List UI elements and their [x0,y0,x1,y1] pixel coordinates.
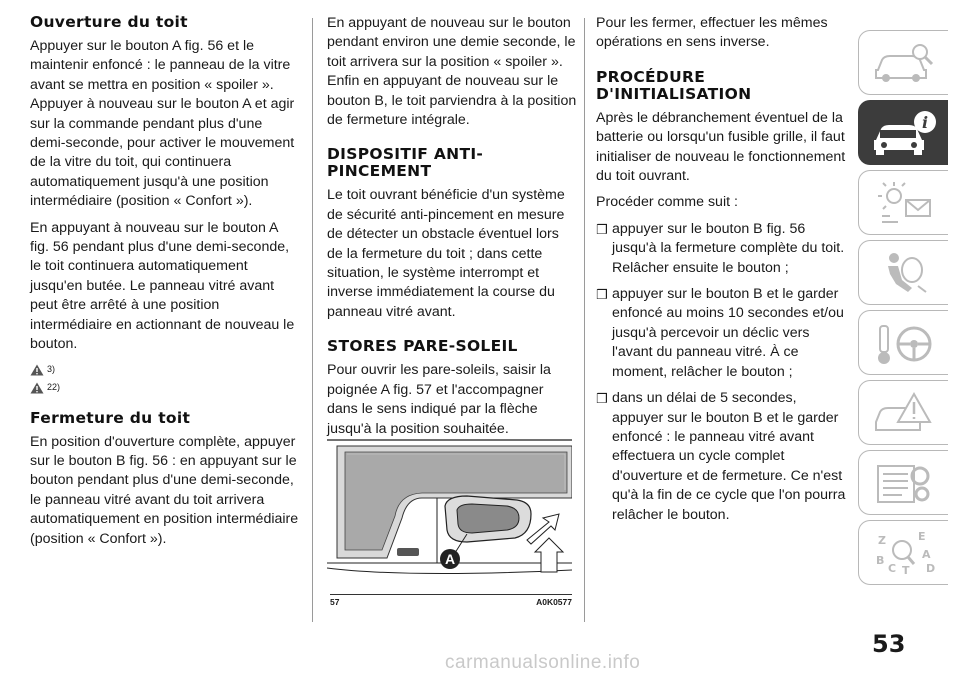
checkbox-bullet-icon: ❒ [596,221,608,237]
column-3 [596,14,851,532]
section-heading-fermeture: Fermeture du toit [30,408,191,427]
airbag-icon [868,248,940,298]
paragraph: En position d'ouverture complète, appuyer sur le bouton B fig. 56 : en appuyant sur le bouton pendant plus d'une demi-seconde, le panneau vitré avant du toit arrivera automatiquement en position intermédiaire (position « Confort »). [30,433,299,547]
tab-dashboard-lights[interactable] [858,170,948,235]
column-2 [327,14,577,446]
index-icon [868,528,940,578]
index-letter: C [887,561,896,575]
dashboard-lights-icon [868,178,940,228]
tab-breakdown[interactable] [858,380,948,445]
list-item [596,220,851,278]
tab-steering-key[interactable] [858,310,948,375]
tab-airbag[interactable] [858,240,948,305]
tab-index[interactable] [858,520,948,585]
section-heading-anti-pincement: DISPOSITIF ANTI-PINCEMENT [327,145,484,181]
paragraph: Après le débranchement éventuel de la batterie ou lorsqu'un fusible grille, il faut initialiser de nouveau le fonctionnement du toit ouvrant. [596,109,846,185]
figure-code: A0K0577 [536,597,572,607]
list-item [596,389,851,525]
list-item-text: appuyer sur le bouton B fig. 56 jusqu'à la fermeture complète du toit. Relâcher ensuite le bouton ; [612,220,845,276]
car-breakdown-icon [868,388,940,438]
paragraph: Le toit ouvrant bénéficie d'un système de sécurité anti-pincement en mesure de détecter un obstacle éventuel lors de la fermeture du toit ; dans cette situation, le système interrompt et inverse immédiatement la course du panneau vitré avant. [327,187,565,320]
column-divider [312,18,313,622]
index-letter: Z [877,533,886,547]
car-info-icon [868,108,940,158]
paragraph: Pour les fermer, effectuer les mêmes opérations en sens inverse. [596,15,828,51]
warning-ref-number: 22) [47,381,61,392]
index-letter: E [917,529,926,543]
section-heading-stores: STORES PARE-SOLEIL [327,337,518,356]
checkbox-bullet-icon: ❒ [596,391,608,407]
chapter-tabs [858,30,948,590]
index-letter: T [901,563,910,577]
page-number: 53 [872,630,906,658]
list-item-text: appuyer sur le bouton B et le garder enfoncé au moins 10 secondes et/ou jusqu'à percevoir un déclic vers l'avant du panneau vitré. À ce moment, relâcher le bouton ; [612,286,844,380]
sunshade-illustration [327,438,572,606]
watermark: carmanualsonline.info [445,652,641,673]
paragraph: Procéder comme suit : [596,194,738,211]
warning-reference[interactable] [30,362,300,378]
section-heading-ouverture: Ouverture du toit [30,13,188,31]
list-item-text: dans un délai de 5 secondes, appuyer sur le bouton B et le garder enfoncé : le panneau vitré avant effectuera un cycle complet d'ouverture et de fermeture. Ce n'est qu'à la fin de ce cycle que l'on pourra relâcher le bouton. [612,390,846,523]
info-glyph: i [921,112,928,132]
checkbox-bullet-icon: ❒ [596,287,608,303]
steering-key-icon [868,318,940,368]
warning-triangle-icon [30,382,44,394]
warning-triangle-icon [30,364,44,376]
paragraph: Pour ouvrir les pare-soleils, saisir la poignée A fig. 57 et l'accompagner dans le sens indiqué par la flèche jusqu'à la position souhaitée. [327,362,551,437]
section-heading-initialisation: PROCÉDURE D'INITIALISATION [596,67,752,103]
warning-ref-number: 3) [47,363,56,374]
car-search-icon [868,38,940,88]
paragraph: En appuyant de nouveau sur le bouton pendant environ une demie seconde, le toit arrivera sur la position « spoiler ». Enfin en appuyant de nouveau sur le bouton B, le toit parviendra à la position de fermeture intégrale. [327,15,577,129]
tab-service[interactable] [858,450,948,515]
car-service-icon [868,458,940,508]
column-divider [584,18,585,622]
index-letter: A [921,547,931,561]
tab-car-search[interactable] [858,30,948,95]
figure-number: 57 [330,597,340,607]
figure-caption [330,594,572,611]
figure-sunshade [327,438,572,606]
column-1 [30,14,300,556]
tab-car-info[interactable] [858,100,948,165]
index-letter: D [925,561,935,575]
index-letter: B [875,553,884,567]
paragraph: En appuyant à nouveau sur le bouton A fig. 56 pendant plus d'une demi-seconde, le toit continuera automatiquement jusqu'en butée. Le panneau vitré avant peut être arrêté à une position intermédiaire en actionnant de nouveau le bouton. [30,219,295,353]
list-item [596,285,851,382]
warning-reference[interactable] [30,380,300,396]
figure-callout-a: A [444,551,456,567]
paragraph: Appuyer sur le bouton A fig. 56 et le maintenir enfoncé : le panneau de la vitre avant se mettra en position « spoiler ». Appuyer à nouveau sur le bouton A et agir sur la commande pendant plus d'une demi-seconde, pour activer le mouvement de la vitre du toit, qui continuera automatiquement jusqu'à une position intermédiaire (position « Confort »). [30,38,295,210]
